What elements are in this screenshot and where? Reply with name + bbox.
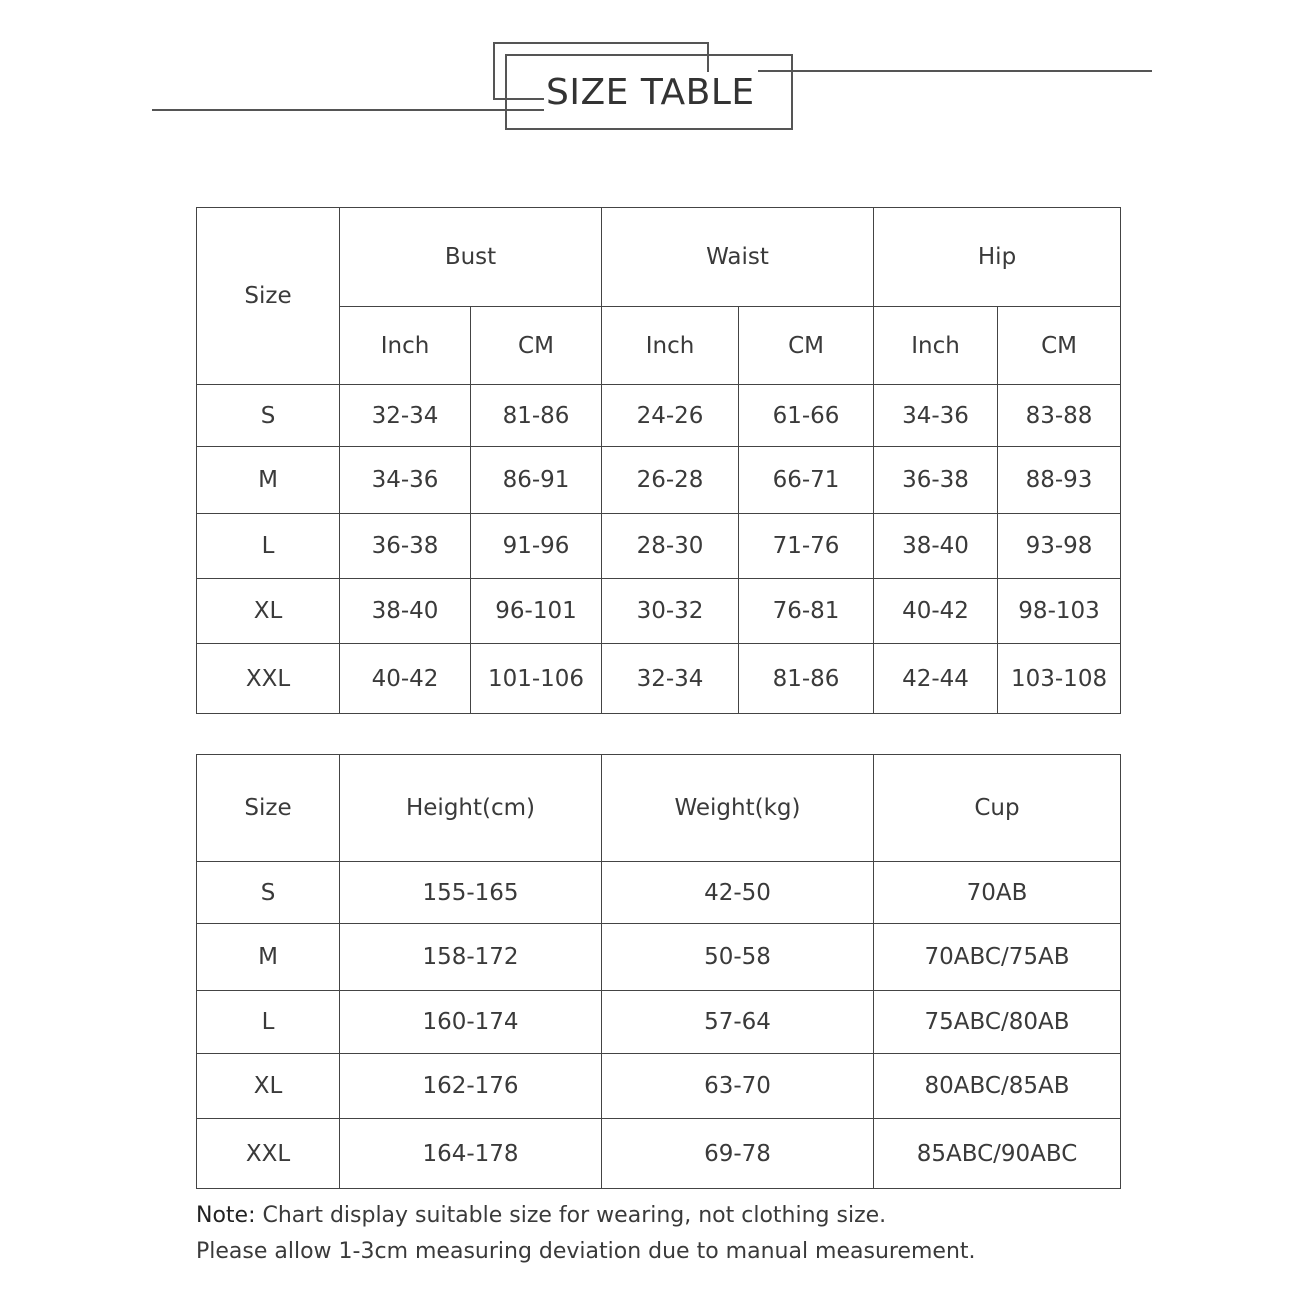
weight-header: Weight(kg) (602, 755, 874, 862)
header-right-rule (758, 70, 1152, 72)
unit-header: CM (471, 307, 602, 385)
size-cell: S (197, 862, 340, 924)
note-text: Chart display suitable size for wearing, not clothing size. (255, 1203, 887, 1228)
bust-cm-cell: 101-106 (471, 644, 602, 714)
size-cell: XL (197, 579, 340, 644)
hip-inch-cell: 40-42 (874, 579, 998, 644)
waist-inch-cell: 32-34 (602, 644, 739, 714)
size-cell: XXL (197, 1119, 340, 1189)
waist-cm-cell: 66-71 (739, 447, 874, 514)
waist-inch-cell: 24-26 (602, 385, 739, 447)
bust-inch-cell: 36-38 (340, 514, 471, 579)
table-row (197, 514, 1121, 579)
height-cell: 158-172 (340, 924, 602, 991)
waist-inch-cell: 30-32 (602, 579, 739, 644)
bust-header: Bust (340, 208, 602, 307)
height-header: Height(cm) (340, 755, 602, 862)
table-row (197, 1119, 1121, 1189)
table-row (197, 991, 1121, 1054)
hip-cm-cell: 93-98 (998, 514, 1121, 579)
hip-inch-cell: 42-44 (874, 644, 998, 714)
unit-header: Inch (340, 307, 471, 385)
cup-header: Cup (874, 755, 1121, 862)
weight-cell: 42-50 (602, 862, 874, 924)
size-cell: XXL (197, 644, 340, 714)
note-line-2: Please allow 1-3cm measuring deviation due to manual measurement. (196, 1239, 976, 1264)
hip-header: Hip (874, 208, 1121, 307)
bust-inch-cell: 40-42 (340, 644, 471, 714)
bust-cm-cell: 96-101 (471, 579, 602, 644)
bust-inch-cell: 34-36 (340, 447, 471, 514)
unit-header: Inch (874, 307, 998, 385)
weight-cell: 57-64 (602, 991, 874, 1054)
height-cell: 160-174 (340, 991, 602, 1054)
cup-cell: 75ABC/80AB (874, 991, 1121, 1054)
bust-cm-cell: 91-96 (471, 514, 602, 579)
hip-cm-cell: 83-88 (998, 385, 1121, 447)
table-row (197, 862, 1121, 924)
size-cell: S (197, 385, 340, 447)
cup-cell: 80ABC/85AB (874, 1054, 1121, 1119)
waist-inch-cell: 28-30 (602, 514, 739, 579)
height-weight-cup-table (196, 754, 1121, 1189)
size-cell: M (197, 447, 340, 514)
size-cell: M (197, 924, 340, 991)
table-row (197, 447, 1121, 514)
header-left-rule (152, 109, 545, 111)
bust-cm-cell: 86-91 (471, 447, 602, 514)
waist-cm-cell: 76-81 (739, 579, 874, 644)
unit-header: Inch (602, 307, 739, 385)
weight-cell: 63-70 (602, 1054, 874, 1119)
table-row (197, 385, 1121, 447)
table-row (197, 644, 1121, 714)
page-title: SIZE TABLE (546, 72, 755, 113)
bust-inch-cell: 32-34 (340, 385, 471, 447)
hip-cm-cell: 103-108 (998, 644, 1121, 714)
hip-inch-cell: 34-36 (874, 385, 998, 447)
waist-inch-cell: 26-28 (602, 447, 739, 514)
table-row (197, 924, 1121, 991)
weight-cell: 50-58 (602, 924, 874, 991)
table-row (197, 579, 1121, 644)
size-header: Size (197, 755, 340, 862)
size-cell: XL (197, 1054, 340, 1119)
height-cell: 164-178 (340, 1119, 602, 1189)
waist-header: Waist (602, 208, 874, 307)
waist-cm-cell: 81-86 (739, 644, 874, 714)
height-cell: 162-176 (340, 1054, 602, 1119)
hip-cm-cell: 88-93 (998, 447, 1121, 514)
hip-inch-cell: 36-38 (874, 447, 998, 514)
hip-inch-cell: 38-40 (874, 514, 998, 579)
table-row (197, 1054, 1121, 1119)
bust-inch-cell: 38-40 (340, 579, 471, 644)
height-cell: 155-165 (340, 862, 602, 924)
waist-cm-cell: 61-66 (739, 385, 874, 447)
size-header: Size (197, 208, 340, 385)
unit-header: CM (998, 307, 1121, 385)
cup-cell: 70AB (874, 862, 1121, 924)
size-cell: L (197, 991, 340, 1054)
weight-cell: 69-78 (602, 1119, 874, 1189)
waist-cm-cell: 71-76 (739, 514, 874, 579)
cup-cell: 70ABC/75AB (874, 924, 1121, 991)
size-measurement-table (196, 207, 1121, 714)
cup-cell: 85ABC/90ABC (874, 1119, 1121, 1189)
bust-cm-cell: 81-86 (471, 385, 602, 447)
note-label: Note: (196, 1203, 256, 1228)
unit-header: CM (739, 307, 874, 385)
size-cell: L (197, 514, 340, 579)
note-line-1 (196, 1203, 886, 1228)
hip-cm-cell: 98-103 (998, 579, 1121, 644)
